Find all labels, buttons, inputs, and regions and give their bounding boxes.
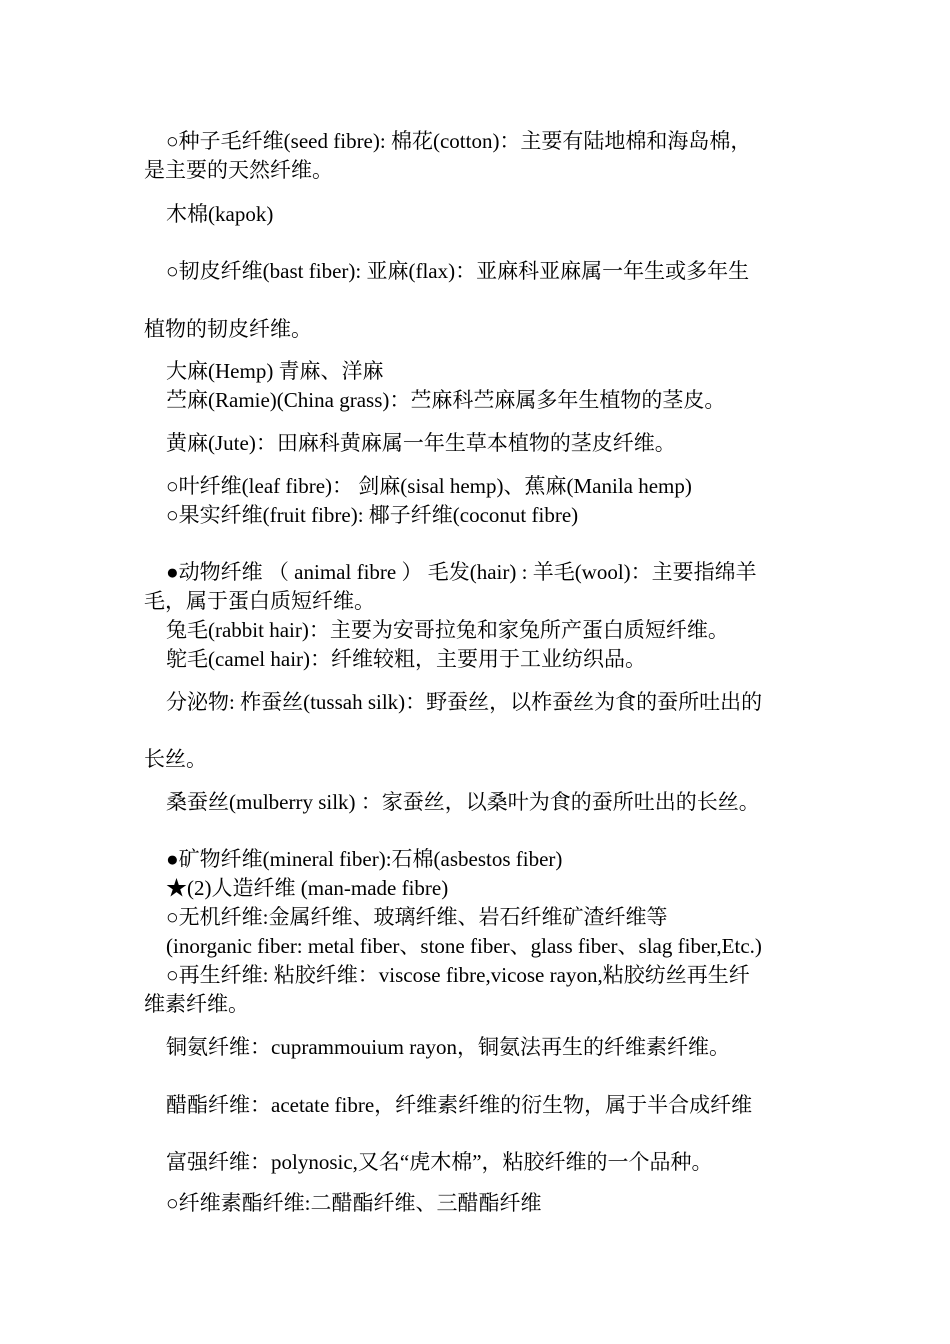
text-line-seed-fibre: ○种子毛纤维(seed fibre): 棉花(cotton)：主要有陆地棉和海岛棉， [166, 129, 752, 153]
text-line-bast-fiber: ○韧皮纤维(bast fiber): 亚麻(flax)：亚麻科亚麻属一年生或多年生 [166, 259, 750, 283]
text-line-kapok: 木棉(kapok) [166, 202, 274, 226]
text-line-animal-fibre-cont: 毛，属于蛋白质短纤维。 [144, 589, 375, 613]
text-line-polynosic: 富强纤维：polynosic,又名“虎木棉”，粘胶纤维的一个品种。 [166, 1150, 713, 1174]
text-line-mineral-fiber: ●矿物纤维(mineral fiber):石棉(asbestos fiber) [166, 847, 563, 871]
text-line-tussah-silk-cont: 长丝。 [144, 747, 207, 771]
text-line-cellulose-ester: ○纤维素酯纤维:二醋酯纤维、三醋酯纤维 [166, 1191, 542, 1215]
text-line-man-made-fibre: ★(2)人造纤维 (man-made fibre) [166, 876, 449, 900]
text-line-rabbit-hair: 兔毛(rabbit hair)：主要为安哥拉兔和家兔所产蛋白质短纤维。 [166, 618, 729, 642]
text-line-hemp: 大麻(Hemp) 青麻、洋麻 [166, 359, 384, 383]
text-line-inorganic-fiber: ○无机纤维:金属纤维、玻璃纤维、岩石纤维矿渣纤维等 [166, 905, 668, 929]
text-line-ramie: 苎麻(Ramie)(China grass)：苎麻科苎麻属多年生植物的茎皮。 [166, 388, 726, 412]
text-line-acetate: 醋酯纤维：acetate fibre，纤维素纤维的衍生物，属于半合成纤维 [166, 1093, 753, 1117]
text-line-leaf-fibre: ○叶纤维(leaf fibre)： 剑麻(sisal hemp)、蕉麻(Manila hemp) [166, 474, 692, 498]
text-line-tussah-silk: 分泌物: 柞蚕丝(tussah silk)：野蚕丝，以柞蚕丝为食的蚕所吐出的 [166, 690, 763, 714]
text-line-inorganic-fiber-en: (inorganic fiber: metal fiber、stone fiber、glass fiber、slag fiber,Etc.) [166, 934, 762, 958]
text-line-mulberry-silk: 桑蚕丝(mulberry silk) ：家蚕丝，以桑叶为食的蚕所吐出的长丝。 [166, 790, 760, 814]
text-line-fruit-fibre: ○果实纤维(fruit fibre): 椰子纤维(coconut fibre) [166, 503, 579, 527]
text-line-camel-hair: 鸵毛(camel hair)：纤维较粗，主要用于工业纺织品。 [166, 647, 647, 671]
text-line-seed-fibre-cont: 是主要的天然纤维。 [144, 158, 333, 182]
text-line-regenerated-fiber: ○再生纤维: 粘胶纤维：viscose fibre,vicose rayon,粘胶纺丝再生纤 [166, 963, 750, 987]
text-line-jute: 黄麻(Jute)：田麻科黄麻属一年生草本植物的茎皮纤维。 [166, 431, 676, 455]
text-line-regenerated-fiber-cont: 维素纤维。 [144, 992, 249, 1016]
text-line-bast-fiber-cont: 植物的韧皮纤维。 [144, 317, 312, 341]
text-line-cuprammonium: 铜氨纤维：cuprammouium rayon，铜氨法再生的纤维素纤维。 [166, 1035, 731, 1059]
text-line-animal-fibre: ●动物纤维 （ animal fibre ） 毛发(hair) : 羊毛(wool)：主要指绵羊 [166, 560, 757, 584]
